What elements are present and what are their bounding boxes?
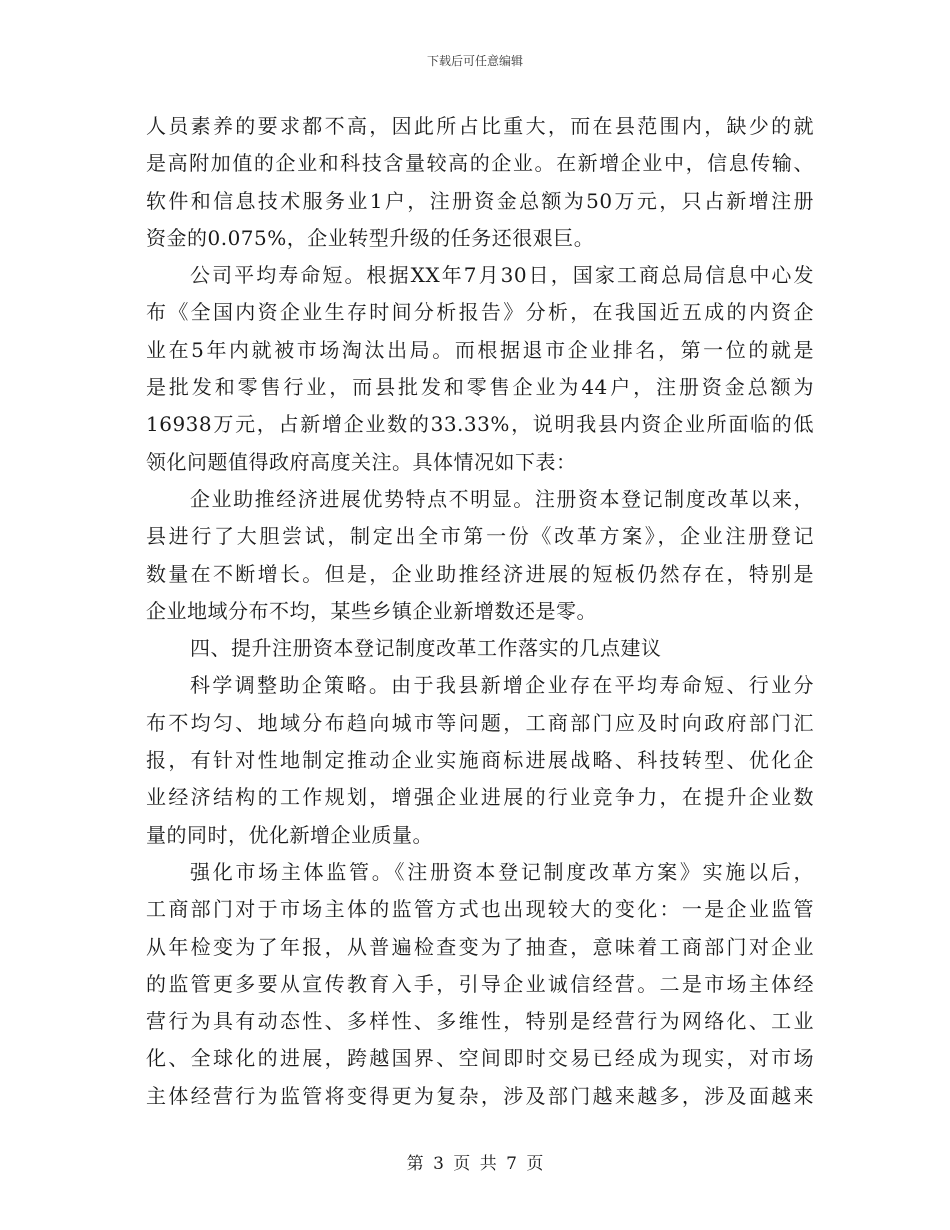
text-line: 四、提升注册资本登记制度改革工作落实的几点建议 xyxy=(190,636,662,661)
text-line: 工商部门对于市场主体的监管方式也出现较大的变化：一是企业监管 xyxy=(146,897,814,922)
text-line: 公司平均寿命短。根据XX年7月30日，国家工商总局信息中心发 xyxy=(190,263,814,288)
text-line: 是批发和零售行业，而县批发和零售企业为44户，注册资金总额为 xyxy=(146,375,814,400)
text-line: 业在5年内就被市场淘汰出局。而根据退市企业排名，第一位的就是 xyxy=(146,337,814,362)
text-line: 企业地域分布不均，某些乡镇企业新增数还是零。 xyxy=(146,598,597,623)
text-line: 报，有针对性地制定推动企业实施商标进展战略、科技转型、优化企 xyxy=(146,748,814,773)
text-line: 领化问题值得政府高度关注。具体情况如下表： xyxy=(146,449,577,474)
page-header-note: 下载后可任意编辑 xyxy=(426,54,523,68)
text-line: 是高附加值的企业和科技含量较高的企业。在新增企业中，信息传输、 xyxy=(146,151,814,176)
text-line: 县进行了大胆尝试，制定出全市第一份《改革方案》，企业注册登记 xyxy=(146,524,814,549)
text-line: 布《全国内资企业生存时间分析报告》分析，在我国近五成的内资企 xyxy=(146,300,814,325)
text-line: 科学调整助企策略。由于我县新增企业存在平均寿命短、行业分 xyxy=(190,673,814,698)
text-line: 强化市场主体监管。《注册资本登记制度改革方案》实施以后， xyxy=(190,859,814,884)
text-line: 数量在不断增长。但是，企业助推经济进展的短板仍然存在，特别是 xyxy=(146,561,814,586)
text-line: 的监管更多要从宣传教育入手，引导企业诚信经营。二是市场主体经 xyxy=(146,971,814,996)
text-line: 化、全球化的进展，跨越国界、空间即时交易已经成为现实，对市场 xyxy=(146,1046,814,1071)
text-line: 16938万元，占新增企业数的33.33%，说明我县内资企业所面临的低 xyxy=(146,412,814,437)
document-body xyxy=(146,108,814,1115)
text-line: 营行为具有动态性、多样性、多维性，特别是经营行为网络化、工业 xyxy=(146,1009,814,1034)
text-line: 量的同时，优化新增企业质量。 xyxy=(146,822,433,847)
text-line: 人员素养的要求都不高，因此所占比重大，而在县范围内，缺少的就 xyxy=(146,114,814,138)
text-line: 软件和信息技术服务业1户，注册资金总额为50万元，只占新增注册 xyxy=(146,188,814,213)
text-line: 企业助推经济进展优势特点不明显。注册资本登记制度改革以来， xyxy=(190,486,814,511)
text-line: 业经济结构的工作规划，增强企业进展的行业竞争力，在提升企业数 xyxy=(146,785,814,810)
text-line: 布不均匀、地域分布趋向城市等问题，工商部门应及时向政府部门汇 xyxy=(146,710,814,735)
text-line: 资金的0.075%，企业转型升级的任务还很艰巨。 xyxy=(146,225,595,250)
text-line: 从年检变为了年报，从普遍检查变为了抽查，意味着工商部门对企业 xyxy=(146,934,814,959)
text-line: 主体经营行为监管将变得更为复杂，涉及部门越来越多，涉及面越来 xyxy=(146,1083,814,1108)
page-number-footer: 第 3 页 共 7 页 xyxy=(406,1154,544,1174)
